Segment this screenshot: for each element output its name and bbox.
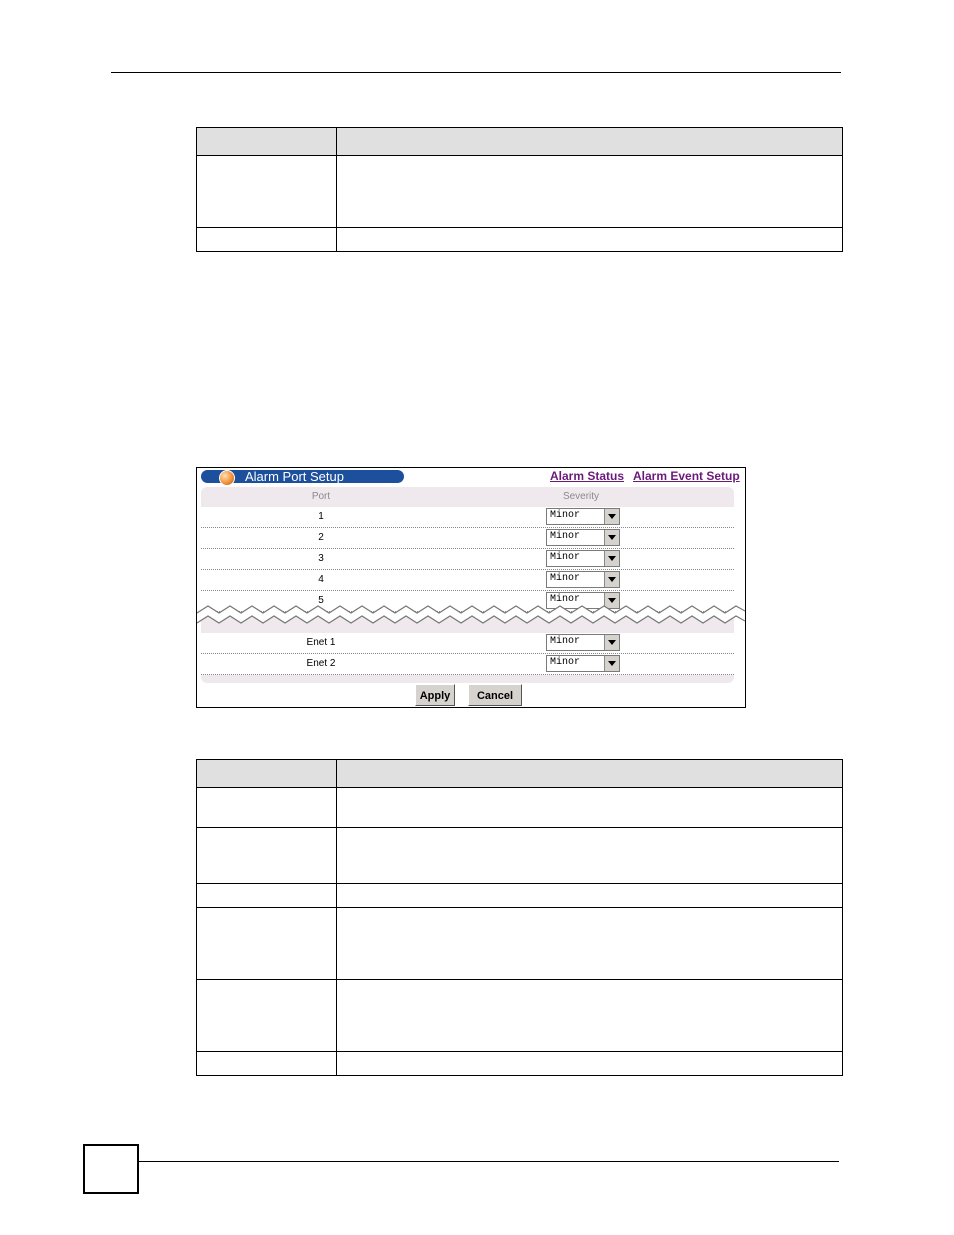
port-label: 1 <box>318 511 324 522</box>
orange-ball-icon <box>219 470 235 486</box>
severity-value: Minor <box>550 510 581 521</box>
chevron-down-icon[interactable] <box>604 551 619 566</box>
alarm-event-setup-link[interactable]: Alarm Event Setup <box>633 469 740 483</box>
cancel-button[interactable]: Cancel <box>468 684 522 706</box>
table-row <box>201 549 734 570</box>
severity-value: Minor <box>550 636 581 647</box>
table-row <box>197 908 843 980</box>
table-row <box>201 507 734 528</box>
header-rule <box>111 72 841 73</box>
severity-select[interactable] <box>546 655 620 672</box>
severity-value: Minor <box>550 657 581 668</box>
chevron-down-icon[interactable] <box>604 656 619 671</box>
page-number-box <box>83 1144 139 1194</box>
table-row <box>201 654 734 675</box>
table-row <box>201 570 734 591</box>
port-label: 2 <box>318 532 324 543</box>
port-label: 5 <box>318 595 324 606</box>
severity-value: Minor <box>550 594 581 605</box>
table-row <box>197 156 843 228</box>
chevron-down-icon[interactable] <box>604 635 619 650</box>
table-row <box>197 228 843 252</box>
severity-value: Minor <box>550 531 581 542</box>
top-table <box>196 127 843 252</box>
severity-select[interactable] <box>546 508 620 525</box>
table-row <box>197 1052 843 1076</box>
severity-value: Minor <box>550 552 581 563</box>
footer-rule <box>139 1161 839 1162</box>
table-row <box>197 884 843 908</box>
severity-select[interactable] <box>546 529 620 546</box>
severity-select[interactable] <box>546 634 620 651</box>
severity-column-header: Severity <box>562 491 600 502</box>
severity-value: Minor <box>550 573 581 584</box>
chevron-down-icon[interactable] <box>604 509 619 524</box>
alarm-status-link[interactable]: Alarm Status <box>550 469 625 483</box>
table-row <box>197 980 843 1052</box>
bottom-table-header-row <box>197 760 843 788</box>
table-row <box>197 828 843 884</box>
alarm-port-setup-panel <box>196 467 746 708</box>
chevron-down-icon[interactable] <box>604 572 619 587</box>
chevron-down-icon[interactable] <box>604 530 619 545</box>
panel-title-bar <box>201 470 404 483</box>
table-row <box>197 788 843 828</box>
port-label: Enet 1 <box>306 637 336 648</box>
port-severity-grid <box>201 487 734 683</box>
apply-button[interactable]: Apply <box>415 684 455 706</box>
severity-select[interactable] <box>546 550 620 567</box>
severity-select[interactable] <box>546 571 620 588</box>
port-label: Enet 2 <box>306 658 336 669</box>
table-row <box>201 633 734 654</box>
panel-title: Alarm Port Setup <box>245 469 344 484</box>
top-table-header-row <box>197 128 843 156</box>
port-label: 3 <box>318 553 324 564</box>
port-column-header: Port <box>311 491 331 502</box>
row-break-zigzag <box>197 604 745 634</box>
table-row <box>201 528 734 549</box>
port-label: 4 <box>318 574 324 585</box>
bottom-table <box>196 759 843 1076</box>
